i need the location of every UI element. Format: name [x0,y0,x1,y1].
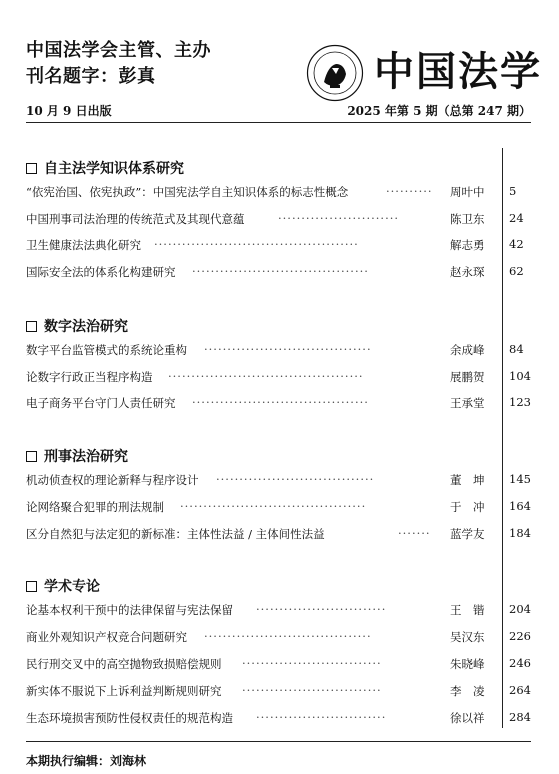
article-title: 论数字行政正当程序构造 [26,370,153,384]
toc-entry[interactable]: 区分自然犯与法定犯的新标准：主体性法益 / 主体间性法益 ······· 蓝学友 184 [26,526,531,541]
checkbox-square-icon [26,321,37,332]
article-author: 李 凌 [450,684,485,698]
article-title: 中国刑事司法治理的传统范式及其现代意蕴 [26,212,245,226]
issue-number: 2025 年第 5 期（总第 247 期） [347,104,531,118]
toc-entry[interactable]: 生态环境损害预防性侵权责任的规范构造 ···························· 徐以祥 284 [26,710,531,725]
toc-entry[interactable]: 民行刑交叉中的高空抛物致损赔偿规则 ······························ 朱晓峰 246 [26,656,531,671]
toc-entry[interactable]: 论数字行政正当程序构造 ·········································· 展鹏贺 104 [26,369,531,384]
article-page: 246 [509,656,531,670]
header-divider [26,122,531,123]
article-author: 陈卫东 [450,212,485,226]
section-heading: 数字法治研究 [26,316,128,336]
journal-masthead: 中国法学 [374,48,542,95]
article-page: 145 [509,472,531,486]
article-author: 余成峰 [450,343,485,357]
article-title: 论基本权利干预中的法律保留与宪法保留 [26,603,233,617]
article-author: 解志勇 [450,238,485,252]
article-title: “依宪治国、依宪执政”：中国宪法学自主知识体系的标志性概念 [26,185,349,199]
article-title: 区分自然犯与法定犯的新标准：主体性法益 / 主体间性法益 [26,527,325,541]
article-page: 62 [509,264,524,278]
article-author: 徐以祥 [450,711,485,725]
article-author: 朱晓峰 [450,657,485,671]
article-title: 国际安全法的体系化构建研究 [26,265,176,279]
article-title: 生态环境损害预防性侵权责任的规范构造 [26,711,233,725]
article-title: 商业外观知识产权竞合问题研究 [26,630,187,644]
article-title: 论网络聚合犯罪的刑法规制 [26,500,164,514]
article-page: 264 [509,683,531,697]
article-page: 164 [509,499,531,513]
checkbox-square-icon [26,451,37,462]
journal-seal-logo [306,44,364,102]
toc-entry[interactable]: 机动侦查权的理论新释与程序设计 ·································· 董 坤 145 [26,472,531,487]
article-title: 机动侦查权的理论新释与程序设计 [26,473,199,487]
article-page: 24 [509,211,524,225]
toc-entry[interactable]: 卫生健康法法典化研究 ············································ 解志勇 42 [26,237,524,252]
article-page: 104 [509,369,531,383]
article-page: 204 [509,602,531,616]
publication-date: 10 月 9 日出版 [26,104,112,118]
article-author: 蓝学友 [450,527,485,541]
toc-entry[interactable]: 国际安全法的体系化构建研究 ······································ 赵永琛 62 [26,264,524,279]
article-title: 数字平台监管模式的系统论重构 [26,343,187,357]
article-author: 赵永琛 [450,265,485,279]
article-title: 电子商务平台守门人责任研究 [26,396,176,410]
article-page: 184 [509,526,531,540]
article-page: 42 [509,237,524,251]
toc-entry[interactable]: 中国刑事司法治理的传统范式及其现代意蕴 ·························· 陈卫东 24 [26,211,524,226]
issue-editor: 本期执行编辑：刘海林 [26,754,147,768]
article-page: 123 [509,395,531,409]
article-title: 卫生健康法法典化研究 [26,238,141,252]
article-page: 84 [509,342,524,356]
checkbox-square-icon [26,163,37,174]
article-author: 吴汉东 [450,630,485,644]
publisher-line: 中国法学会主管、主办 [26,40,211,61]
footer-divider [26,741,531,742]
article-author: 王承堂 [450,396,485,410]
article-title: 新实体不服说下上诉利益判断规则研究 [26,684,222,698]
article-author: 周叶中 [450,185,485,199]
toc-entry[interactable]: 论基本权利干预中的法律保留与宪法保留 ···························· 王 锴 204 [26,602,531,617]
article-author: 董 坤 [450,473,485,487]
article-author: 展鹏贺 [450,370,485,384]
toc-entry[interactable]: 商业外观知识产权竞合问题研究 ···································· 吴汉东 226 [26,629,531,644]
toc-entry[interactable]: 新实体不服说下上诉利益判断规则研究 ······························ 李 凌 264 [26,683,531,698]
article-page: 226 [509,629,531,643]
article-page: 5 [509,184,517,198]
toc-entry[interactable]: “依宪治国、依宪执政”：中国宪法学自主知识体系的标志性概念 ·········· 周叶中 5 [26,184,517,199]
article-author: 王 锴 [450,603,485,617]
toc-entry[interactable]: 电子商务平台守门人责任研究 ······································ 王承堂 123 [26,395,531,410]
toc-entry[interactable]: 论网络聚合犯罪的刑法规制 ········································ 于 冲 164 [26,499,531,514]
article-page: 284 [509,710,531,724]
article-author: 于 冲 [450,500,485,514]
title-calligraphy-credit: 刊名题字：彭真 [26,66,156,87]
checkbox-square-icon [26,581,37,592]
toc-entry[interactable]: 数字平台监管模式的系统论重构 ···································· 余成峰 84 [26,342,524,357]
article-title: 民行刑交叉中的高空抛物致损赔偿规则 [26,657,222,671]
section-heading: 学术专论 [26,576,100,596]
section-heading: 自主法学知识体系研究 [26,158,184,178]
section-heading: 刑事法治研究 [26,446,128,466]
